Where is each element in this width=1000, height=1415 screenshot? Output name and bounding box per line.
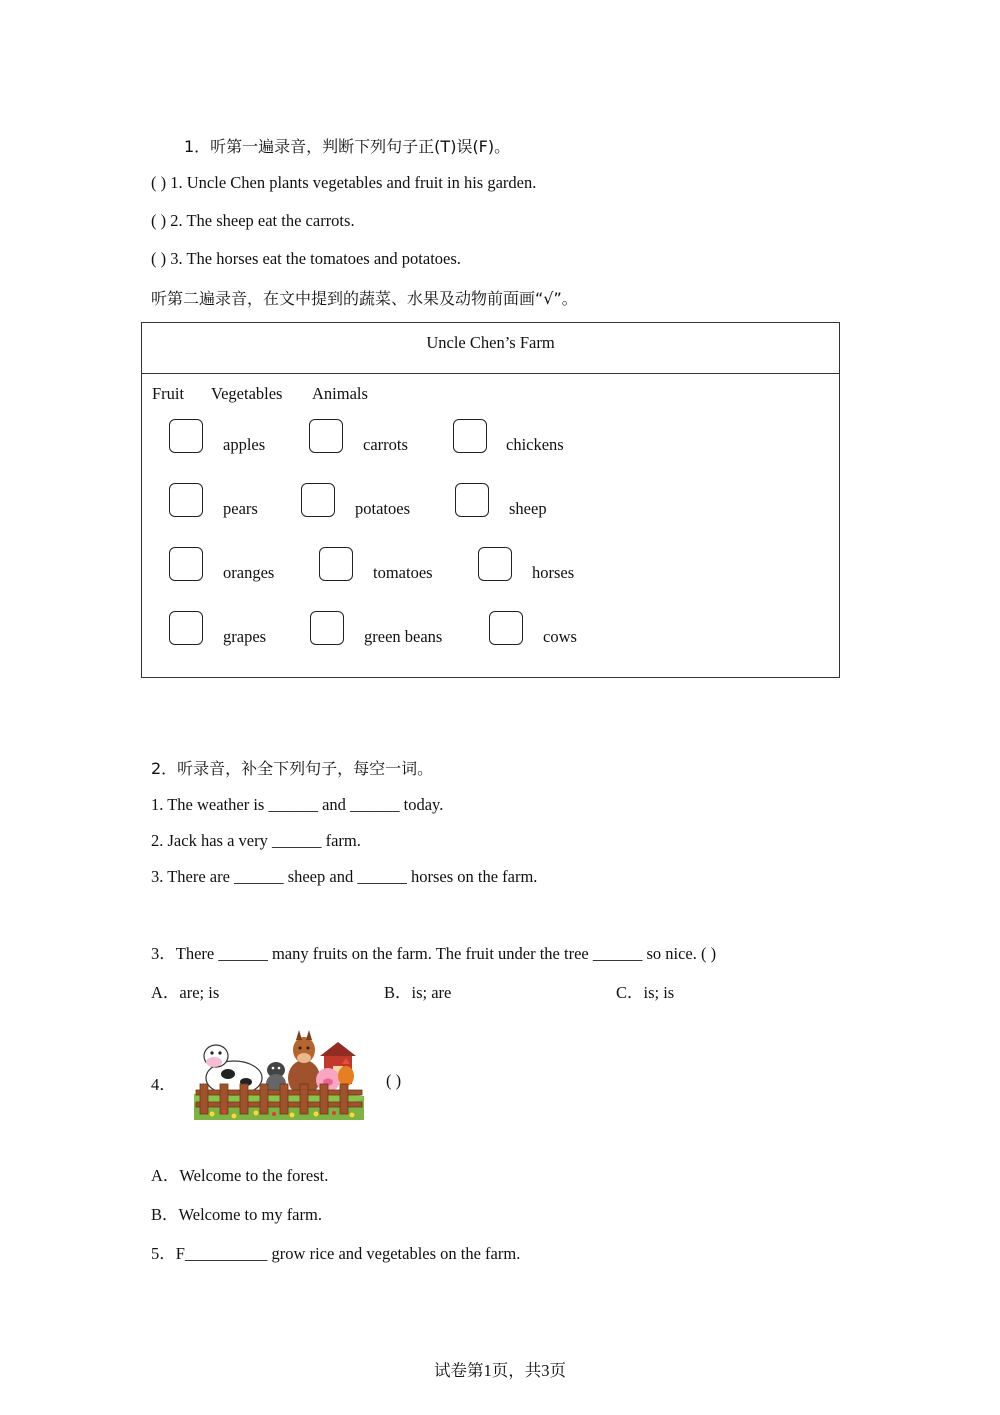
q3-option-c: C．is; is	[616, 983, 675, 1002]
item-tomatoes: tomatoes	[373, 563, 433, 582]
item-sheep: sheep	[509, 499, 547, 518]
farm-table-title: Uncle Chen’s Farm	[426, 333, 555, 352]
checkbox-oranges[interactable]	[169, 547, 203, 581]
q3-option-b: B．is; are	[384, 983, 452, 1002]
q1-statement-2: ( ) 2. The sheep eat the carrots.	[151, 211, 355, 230]
q4-option-b: B．Welcome to my farm.	[151, 1205, 322, 1224]
item-green-beans: green beans	[364, 627, 443, 646]
checkbox-horses[interactable]	[478, 547, 512, 581]
checkbox-sheep[interactable]	[455, 483, 489, 517]
header-vegetables: Vegetables	[211, 384, 283, 403]
farm-animals-illustration-icon	[194, 1018, 364, 1120]
item-oranges: oranges	[223, 563, 275, 582]
q4-number: 4．	[151, 1075, 176, 1094]
table-divider	[142, 373, 839, 374]
checkbox-carrots[interactable]	[309, 419, 343, 453]
checkbox-pears[interactable]	[169, 483, 203, 517]
item-carrots: carrots	[363, 435, 408, 454]
item-pears: pears	[223, 499, 258, 518]
q2-sentence-1: 1. The weather is ______ and ______ today.	[151, 795, 444, 814]
farm-table	[141, 322, 840, 678]
q2-sentence-3: 3. There are ______ sheep and ______ horses on the farm.	[151, 867, 538, 886]
q3-question: 3．There ______ many fruits on the farm. The fruit under the tree ______ so nice. ( )	[151, 944, 717, 963]
q2-heading: 2．听录音，补全下列句子，每空一词。	[151, 759, 434, 778]
checkbox-potatoes[interactable]	[301, 483, 335, 517]
item-chickens: chickens	[506, 435, 564, 454]
checkbox-cows[interactable]	[489, 611, 523, 645]
checkbox-chickens[interactable]	[453, 419, 487, 453]
q1-statement-3: ( ) 3. The horses eat the tomatoes and potatoes.	[151, 249, 461, 268]
item-horses: horses	[532, 563, 575, 582]
checkbox-apples[interactable]	[169, 419, 203, 453]
item-potatoes: potatoes	[355, 499, 410, 518]
item-grapes: grapes	[223, 627, 267, 646]
checkbox-grapes[interactable]	[169, 611, 203, 645]
q4-option-a: A．Welcome to the forest.	[151, 1166, 329, 1185]
q1-heading: 1．听第一遍录音，判断下列句子正(T)误(F)。	[184, 137, 511, 156]
q1-statement-1: ( ) 1. Uncle Chen plants vegetables and fruit in his garden.	[151, 173, 537, 192]
page-footer: 试卷第1页，共3页	[434, 1361, 566, 1380]
header-fruit: Fruit	[152, 384, 185, 403]
checkbox-tomatoes[interactable]	[319, 547, 353, 581]
item-apples: apples	[223, 435, 266, 454]
header-animals: Animals	[312, 384, 368, 403]
q5-question: 5．F__________ grow rice and vegetables on the farm.	[151, 1244, 521, 1263]
q2-sentence-2: 2. Jack has a very ______ farm.	[151, 831, 361, 850]
item-cows: cows	[543, 627, 577, 646]
q1-instruction-2: 听第二遍录音，在文中提到的蔬菜、水果及动物前面画“√”。	[151, 289, 578, 308]
q3-option-a: A．are; is	[151, 983, 220, 1002]
checkbox-green-beans[interactable]	[310, 611, 344, 645]
q4-answer-blank: ( )	[386, 1071, 402, 1090]
